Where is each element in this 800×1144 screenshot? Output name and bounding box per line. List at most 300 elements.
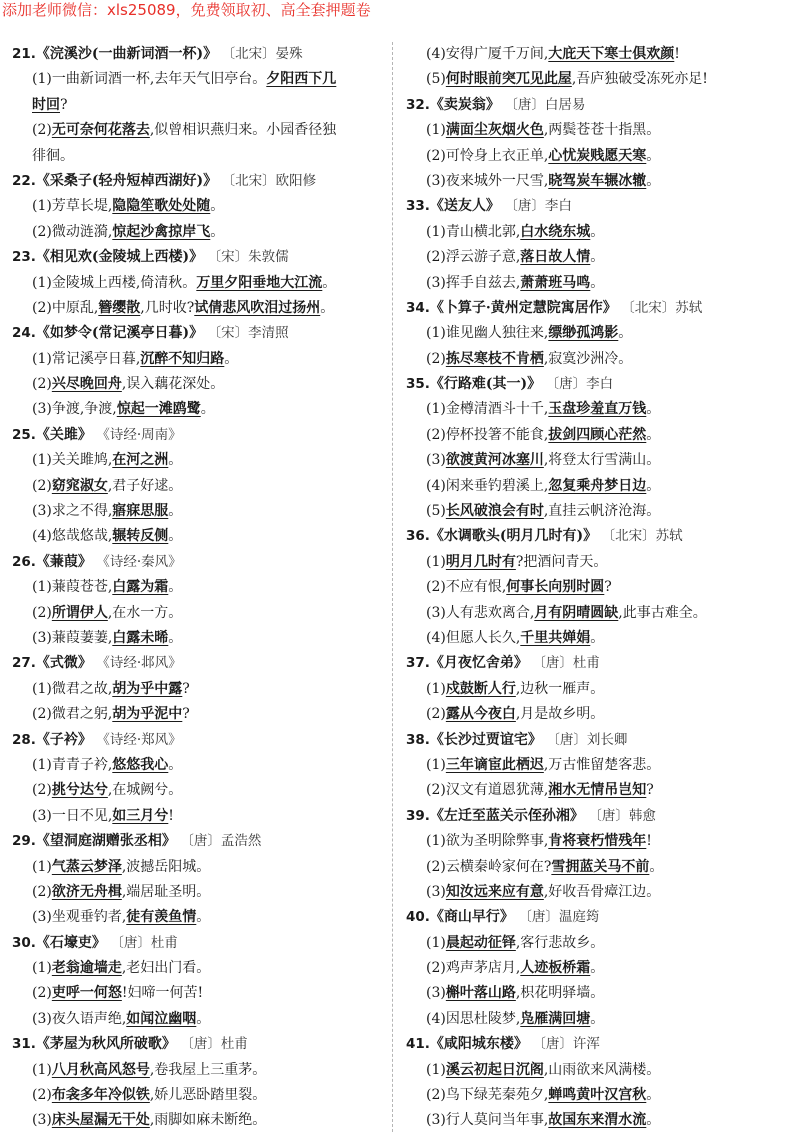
answer-text: 晨起动征铎 <box>445 934 516 951</box>
poem-title: 《行路难(其一)》 <box>429 376 542 393</box>
given-text: 。 <box>168 579 183 596</box>
blank-label: (4) <box>32 528 52 545</box>
answer-text: 白露未晞 <box>112 629 169 646</box>
given-text: 。 <box>646 147 661 164</box>
given-text: ! <box>674 46 680 62</box>
given-text: 云横秦岭家何在? <box>445 858 552 875</box>
poem-block <box>406 651 790 727</box>
blank-label: (1) <box>426 1061 446 1078</box>
answer-text: 无可奈何花落去 <box>51 122 150 139</box>
given-text: ,将登太行雪满山。 <box>543 452 661 469</box>
given-text: 安得广厦千万间, <box>445 46 549 62</box>
blank-label: (2) <box>32 299 52 316</box>
blank-label: (2) <box>426 1087 446 1104</box>
poem-title: 《采桑子(轻舟短棹西湖好)》 <box>35 172 218 189</box>
blank-label: (2) <box>32 706 52 723</box>
blank-label: (5) <box>426 71 446 88</box>
poem-author: 《诗经·周南》 <box>96 426 182 443</box>
question-number: 24. <box>12 325 36 342</box>
question-number: 27. <box>12 655 36 672</box>
question-number: 35. <box>406 376 430 393</box>
given-text: 。 <box>590 223 605 240</box>
blank-line <box>406 956 790 981</box>
given-text: 。 <box>590 1010 605 1027</box>
answer-text: 兴尽晚回舟 <box>51 376 122 393</box>
poem-title: 《卜算子·黄州定慧院寓居作》 <box>429 299 617 316</box>
given-text: 因思杜陵梦, <box>445 1010 521 1027</box>
blank-line <box>406 499 790 524</box>
blank-label: (2) <box>32 883 52 900</box>
answer-text: 吏呼一何怒 <box>51 985 122 1002</box>
answer-text: 欲渡黄河冰塞川 <box>445 452 544 469</box>
poem-heading <box>406 804 790 829</box>
poem-author: 〔唐〕杜甫 <box>110 934 178 951</box>
answer-text: 肯将衰朽惜残年 <box>548 833 647 850</box>
poem-title: 《子衿》 <box>35 731 92 748</box>
poem-title: 《商山早行》 <box>429 909 514 926</box>
blank-label: (1) <box>426 325 446 342</box>
poem-heading <box>12 931 386 956</box>
given-text: !妇啼一何苦! <box>121 985 204 1002</box>
given-text: 鸟下绿芜秦苑夕, <box>445 1087 549 1104</box>
blank-label: (3) <box>426 172 446 189</box>
given-text: 。 <box>590 960 605 977</box>
given-text: 夜久语声绝, <box>51 1010 127 1027</box>
poem-block <box>12 423 386 550</box>
blank-line <box>406 423 790 448</box>
given-text: 微君之躬, <box>51 706 113 723</box>
given-text: ,波撼岳阳城。 <box>121 858 211 875</box>
given-text: 。 <box>646 172 661 189</box>
poem-heading <box>12 42 386 67</box>
blank-line <box>12 271 386 296</box>
question-number: 31. <box>12 1036 36 1053</box>
blank-label: (2) <box>426 782 446 799</box>
poem-heading <box>406 194 790 219</box>
given-text: 。 <box>646 477 661 494</box>
given-text: 可怜身上衣正单, <box>445 147 549 164</box>
given-text: 夜来城外一尺雪, <box>445 172 549 189</box>
blank-line <box>406 575 790 600</box>
answer-text: 何事长向别时圆 <box>506 579 605 596</box>
blank-line <box>406 880 790 905</box>
blank-line <box>12 347 386 372</box>
answer-text: 隐隐笙歌处处随 <box>112 198 211 215</box>
poem-title: 《咸阳城东楼》 <box>429 1036 528 1053</box>
question-number: 25. <box>12 426 36 443</box>
given-text: 。 <box>196 909 211 926</box>
blank-line <box>406 347 790 372</box>
column-divider <box>392 42 393 1132</box>
blank-line <box>12 296 386 321</box>
given-text: 停杯投箸不能食, <box>445 426 549 443</box>
given-text: 。 <box>590 249 605 266</box>
blank-line <box>12 575 386 600</box>
question-number: 36. <box>406 528 430 545</box>
blank-label: (2) <box>426 858 446 875</box>
poem-heading <box>12 423 386 448</box>
given-text: 微动涟漪, <box>51 223 113 240</box>
blank-label: (2) <box>32 223 52 240</box>
answer-text: 在河之洲 <box>112 452 169 469</box>
blank-label: (3) <box>32 909 52 926</box>
given-text: 。 <box>320 299 335 316</box>
given-text: 汉文有道恩犹薄, <box>445 782 549 799</box>
poem-heading <box>12 245 386 270</box>
poem-block <box>12 1032 386 1134</box>
poem-block <box>406 905 790 1032</box>
answer-text: 万里夕阳垂地大江流 <box>196 274 323 291</box>
poem-block <box>406 296 790 372</box>
blank-line <box>406 550 790 575</box>
question-number: 21. <box>12 46 36 62</box>
blank-line <box>12 677 386 702</box>
blank-line <box>12 1083 386 1108</box>
blank-line <box>406 1058 790 1083</box>
answer-text: 长风破浪会有时 <box>445 503 544 520</box>
given-text: ,在水一方。 <box>107 604 183 621</box>
given-text: 。 <box>590 274 605 291</box>
blank-label: (4) <box>426 46 446 62</box>
blank-label: (1) <box>32 452 52 469</box>
question-number: 29. <box>12 833 36 850</box>
blank-label: (3) <box>426 985 446 1002</box>
given-text: 。 <box>618 325 633 342</box>
given-text: 。 <box>210 223 225 240</box>
given-text: 。 <box>168 629 183 646</box>
answer-text: 挑兮达兮 <box>51 782 108 799</box>
blank-label: (3) <box>32 807 52 824</box>
poem-title: 《月夜忆舍弟》 <box>429 655 528 672</box>
given-text: 芳草长堤, <box>51 198 113 215</box>
poem-block <box>12 829 386 931</box>
poem-heading <box>406 296 790 321</box>
blank-line <box>406 753 790 778</box>
blank-line <box>406 702 790 727</box>
given-text: 一曲新词酒一杯,去年天气旧亭台。 <box>51 71 267 88</box>
given-text: ,端居耻圣明。 <box>121 883 211 900</box>
given-text: 行人莫问当年事, <box>445 1112 549 1129</box>
question-number: 37. <box>406 655 430 672</box>
blank-label: (2) <box>426 706 446 723</box>
given-text: ,山雨欲来风满楼。 <box>543 1061 661 1078</box>
blank-line <box>12 956 386 981</box>
given-text: 浮云游子意, <box>445 249 521 266</box>
answer-text: 知汝远来应有意 <box>445 883 544 900</box>
poem-author: 〔北宋〕苏轼 <box>601 528 683 545</box>
question-number: 28. <box>12 731 36 748</box>
blank-label: (1) <box>32 1061 52 1078</box>
poem-heading <box>12 728 386 753</box>
given-text: 人有悲欢离合, <box>445 604 535 621</box>
blank-line <box>406 321 790 346</box>
poem-block <box>12 728 386 830</box>
question-number: 22. <box>12 172 36 189</box>
blank-line <box>12 1108 386 1133</box>
blank-line <box>12 524 386 549</box>
blank-line <box>406 778 790 803</box>
answer-text: 胡为乎中露 <box>112 680 183 697</box>
blank-line <box>12 220 386 245</box>
blank-label: (3) <box>32 629 52 646</box>
blank-line <box>406 42 790 67</box>
given-text: 但愿人长久, <box>445 629 521 646</box>
answer-text: 千里共婵娟 <box>520 629 591 646</box>
answer-text: 玉盘珍羞直万钱 <box>548 401 647 418</box>
blank-label: (1) <box>32 858 52 875</box>
blank-label: (1) <box>32 274 52 291</box>
poem-author: 〔唐〕白居易 <box>504 96 586 113</box>
given-text: 常记溪亭日暮, <box>51 350 141 367</box>
poem-author: 〔唐〕刘长卿 <box>546 731 628 748</box>
blank-line <box>406 1083 790 1108</box>
blank-label: (1) <box>32 756 52 773</box>
given-text: 。 <box>322 274 337 291</box>
blank-label: (2) <box>32 376 52 393</box>
poem-heading <box>12 169 386 194</box>
blank-line <box>12 702 386 727</box>
given-text: 青青子衿, <box>51 756 113 773</box>
given-text: 争渡,争渡, <box>51 401 117 418</box>
answer-text: 露从今夜白 <box>445 706 516 723</box>
given-text: ,卷我屋上三重茅。 <box>149 1061 267 1078</box>
answer-text: 惊起沙禽掠岸飞 <box>112 223 211 240</box>
given-text: 求之不得, <box>51 503 113 520</box>
blank-label: (2) <box>32 985 52 1002</box>
poem-title: 《送友人》 <box>429 198 500 215</box>
given-text: 坐观垂钓者, <box>51 909 127 926</box>
blank-label: (3) <box>426 452 446 469</box>
blank-line <box>406 118 790 143</box>
poem-title: 《蒹葭》 <box>35 553 92 570</box>
given-text: ,两鬓苍苍十指黑。 <box>543 122 661 139</box>
poem-author: 〔唐〕许浑 <box>532 1036 600 1053</box>
answer-text: 故国东来渭水流 <box>548 1112 647 1129</box>
poem-author: 《诗经·邶风》 <box>96 655 182 672</box>
blank-line <box>12 626 386 651</box>
answer-text: 白水绕东城 <box>520 223 591 240</box>
poem-block <box>12 550 386 652</box>
given-text: ! <box>646 833 652 850</box>
answer-text: 拣尽寒枝不肯栖 <box>445 350 544 367</box>
poem-title: 《水调歌头(明月几时有)》 <box>429 528 598 545</box>
poem-block <box>406 1032 790 1134</box>
blank-label: (2) <box>426 147 446 164</box>
answer-text: 大庇天下寒士俱欢颜 <box>548 46 675 62</box>
poem-title: 《卖炭翁》 <box>429 96 500 113</box>
blank-line <box>12 1007 386 1032</box>
given-text: 。 <box>168 503 183 520</box>
answer-text: 月有阴晴圆缺 <box>534 604 619 621</box>
question-number: 32. <box>406 96 430 113</box>
blank-line <box>12 397 386 422</box>
blank-label: (3) <box>426 274 446 291</box>
given-text: ,好收吾骨瘴江边。 <box>543 883 661 900</box>
answer-text: 夕阳西下几 <box>266 71 337 88</box>
given-text: ! <box>168 807 174 824</box>
poem-heading <box>406 728 790 753</box>
poem-block <box>406 804 790 906</box>
given-text: ? <box>182 706 190 723</box>
given-text: ,寂寞沙洲冷。 <box>543 350 633 367</box>
given-text: ,误入藕花深处。 <box>121 376 225 393</box>
given-text: 。 <box>210 198 225 215</box>
blank-label: (2) <box>32 1087 52 1104</box>
poem-block <box>406 42 790 93</box>
question-number: 38. <box>406 731 430 748</box>
poem-heading <box>12 1032 386 1057</box>
poem-author: 〔宋〕朱敦儒 <box>207 249 289 266</box>
given-text: ,万古惟留楚客悲。 <box>543 756 661 773</box>
answer-text: 拔剑四顾心茫然 <box>548 426 647 443</box>
poem-heading <box>12 550 386 575</box>
poem-author: 〔北宋〕苏轼 <box>621 299 703 316</box>
answer-text: 明月几时有 <box>445 553 516 570</box>
question-number: 34. <box>406 299 430 316</box>
blank-line <box>12 753 386 778</box>
poem-title: 《左迁至蓝关示侄孙湘》 <box>429 807 584 824</box>
given-text: ,几时收? <box>140 299 195 316</box>
blank-line <box>406 474 790 499</box>
poem-title: 《如梦令(常记溪亭日暮)》 <box>35 325 204 342</box>
given-text: 。 <box>646 1087 661 1104</box>
blank-label: (1) <box>426 833 446 850</box>
blank-line <box>12 1058 386 1083</box>
blank-label: (2) <box>32 122 52 139</box>
answer-text: 试倩悲风吹泪过扬州 <box>194 299 321 316</box>
question-number: 41. <box>406 1036 430 1053</box>
answer-text: 床头屋漏无干处 <box>51 1112 150 1129</box>
blank-label: (2) <box>32 604 52 621</box>
poem-heading <box>12 829 386 854</box>
question-number: 40. <box>406 909 430 926</box>
given-text: 。 <box>646 1112 661 1129</box>
answer-text: 窈窕淑女 <box>51 477 108 494</box>
given-text: ?把酒问青天。 <box>515 553 608 570</box>
answer-text: 缥缈孤鸿影 <box>548 325 619 342</box>
answer-text: 忽复乘舟梦日边 <box>548 477 647 494</box>
answer-text: 徒有羡鱼情 <box>126 909 197 926</box>
blank-label: (1) <box>426 756 446 773</box>
given-text: 微君之故, <box>51 680 113 697</box>
answer-text: 萧萧班马鸣 <box>520 274 591 291</box>
answer-text: 所谓伊人 <box>51 604 108 621</box>
blank-label: (3) <box>32 1112 52 1129</box>
given-text: 一日不见, <box>51 807 113 824</box>
blank-label: (2) <box>426 579 446 596</box>
given-text: 。 <box>590 629 605 646</box>
blank-label: (3) <box>32 503 52 520</box>
poem-author: 《诗经·郑风》 <box>96 731 182 748</box>
poem-block <box>406 93 790 195</box>
poem-author: 〔宋〕李清照 <box>207 325 289 342</box>
blank-line <box>12 448 386 473</box>
blank-line <box>12 804 386 829</box>
given-text: ? <box>60 96 68 113</box>
question-number: 23. <box>12 249 36 266</box>
poem-title: 《式微》 <box>35 655 92 672</box>
answer-text: 辗转反侧 <box>112 528 169 545</box>
blank-line <box>12 474 386 499</box>
answer-text: 寤寐思服 <box>112 503 169 520</box>
answer-text: 溪云初起日沉阁 <box>445 1061 544 1078</box>
blank-line <box>406 626 790 651</box>
blank-line <box>406 677 790 702</box>
blank-label: (1) <box>426 553 446 570</box>
poem-heading <box>406 1032 790 1057</box>
blank-line <box>406 855 790 880</box>
given-text: ,客行悲故乡。 <box>515 934 605 951</box>
poem-heading <box>406 93 790 118</box>
answer-text: 槲叶落山路 <box>445 985 516 1002</box>
poem-block <box>406 728 790 804</box>
poem-author: 〔北宋〕欧阳修 <box>221 172 317 189</box>
poem-heading <box>12 321 386 346</box>
given-text: 中原乱, <box>51 299 99 316</box>
blank-line <box>12 499 386 524</box>
blank-line <box>12 855 386 880</box>
answer-text: 时回 <box>32 96 60 113</box>
blank-line <box>12 778 386 803</box>
given-text: 金樽清酒斗十千, <box>445 401 549 418</box>
given-text: ,直挂云帆济沧海。 <box>543 503 661 520</box>
poem-heading <box>406 524 790 549</box>
blank-line <box>406 601 790 626</box>
blank-line <box>406 144 790 169</box>
blank-line <box>406 448 790 473</box>
poem-title: 《相见欢(金陵城上西楼)》 <box>35 249 204 266</box>
answer-text: 布衾多年冷似铁 <box>51 1087 150 1104</box>
blank-label: (1) <box>426 122 446 139</box>
given-text: 闲来垂钓碧溪上, <box>445 477 549 494</box>
given-text: 谁见幽人独往来, <box>445 325 549 342</box>
given-text: 悠哉悠哉, <box>51 528 113 545</box>
answer-text: 胡为乎泥中 <box>112 706 183 723</box>
blank-line <box>406 67 790 92</box>
given-text: ,月是故乡明。 <box>515 706 605 723</box>
poem-author: 〔唐〕李白 <box>545 376 614 393</box>
blank-line-continuation <box>12 144 386 169</box>
blank-line <box>12 880 386 905</box>
given-text: 。 <box>168 528 183 545</box>
answer-text: 白露为霜 <box>112 579 169 596</box>
poem-author: 〔唐〕杜甫 <box>532 655 600 672</box>
answer-text: 雪拥蓝关马不前 <box>551 858 650 875</box>
blank-label: (4) <box>426 1010 446 1027</box>
left-column <box>12 42 386 1134</box>
question-number: 30. <box>12 934 36 951</box>
blank-line <box>12 118 386 143</box>
given-text: ,枳花明驿墙。 <box>515 985 605 1002</box>
answer-text: 老翁逾墙走 <box>51 960 122 977</box>
blank-label: (2) <box>426 350 446 367</box>
blank-label: (3) <box>426 604 446 621</box>
poem-block <box>406 194 790 296</box>
poem-author: 〔唐〕杜甫 <box>180 1036 248 1053</box>
poem-heading <box>12 651 386 676</box>
answer-text: 湘水无情吊岂知 <box>548 782 647 799</box>
given-text: ? <box>646 782 654 799</box>
given-text: ,似曾相识燕归来。小园香径独 <box>149 122 337 139</box>
answer-text: 如闻泣幽咽 <box>126 1010 197 1027</box>
blank-line <box>406 169 790 194</box>
given-text: 。 <box>649 858 664 875</box>
blank-label: (2) <box>426 426 446 443</box>
blank-label: (2) <box>32 782 52 799</box>
answer-text: 簪缨散 <box>98 299 141 316</box>
blank-label: (3) <box>426 883 446 900</box>
blank-line <box>406 271 790 296</box>
